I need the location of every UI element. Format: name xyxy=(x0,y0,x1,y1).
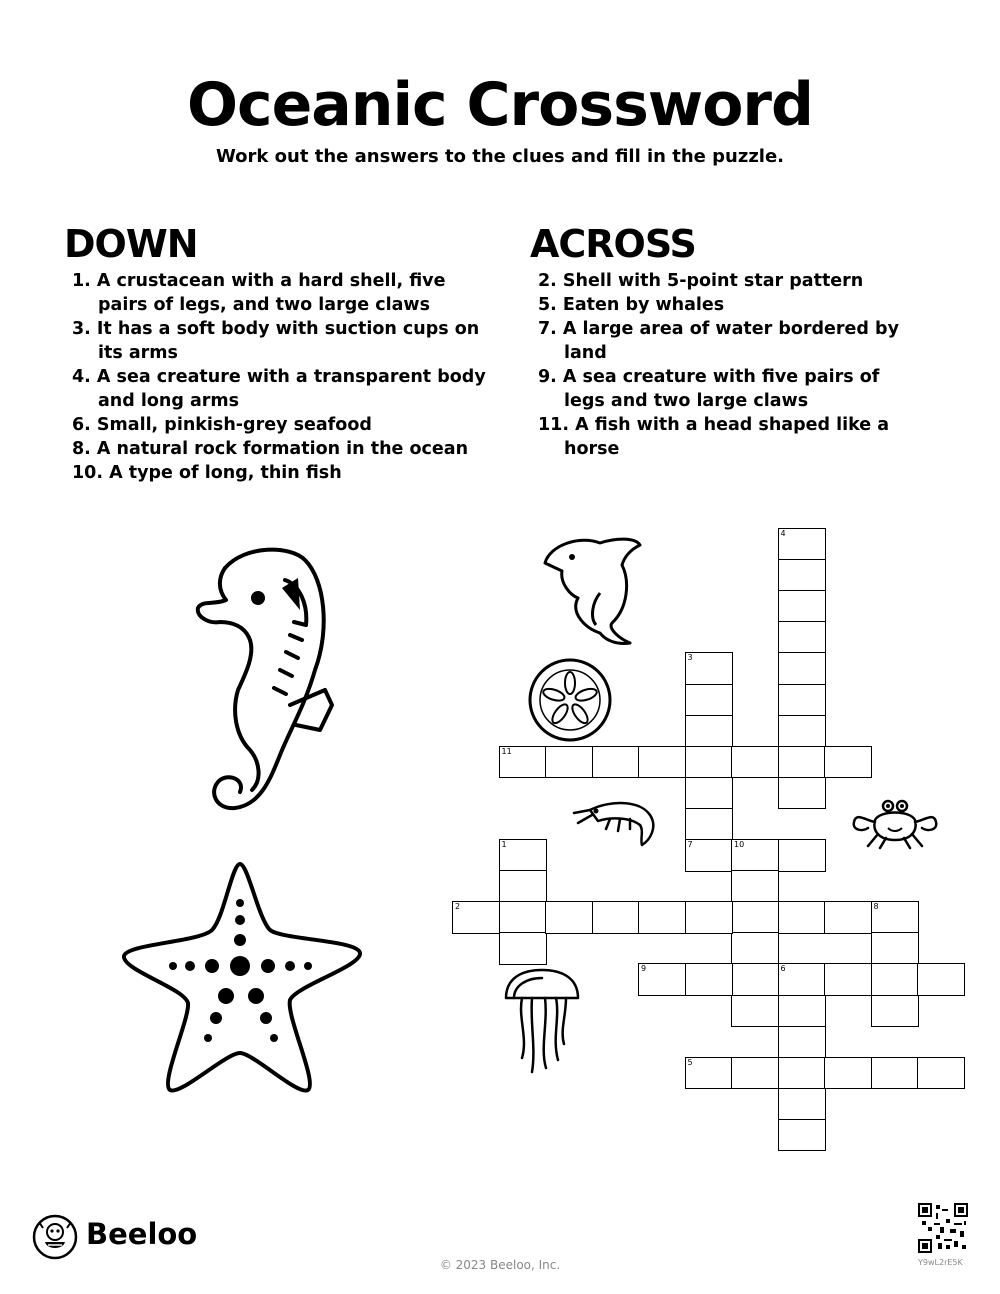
cell-number: 3 xyxy=(687,653,693,663)
bee-logo-icon xyxy=(32,1214,78,1260)
crossword-cell[interactable] xyxy=(778,839,826,872)
cell-number: 1 xyxy=(501,840,507,849)
brand-name: Beeloo xyxy=(86,1217,198,1251)
cell-number: 7 xyxy=(687,840,693,849)
down-clue: 6. Small, pinkish-grey seafood xyxy=(72,415,372,435)
across-clue: 7. A large area of water bordered by land xyxy=(538,319,899,363)
crossword-cell[interactable] xyxy=(778,901,826,934)
qr-code-icon[interactable] xyxy=(918,1203,968,1253)
crossword-cell[interactable] xyxy=(871,901,919,934)
crossword-cell[interactable] xyxy=(731,1057,779,1090)
crossword-cell[interactable] xyxy=(778,559,826,592)
crossword-cell[interactable] xyxy=(499,870,547,903)
crossword-cell[interactable] xyxy=(685,715,733,748)
crossword-cell[interactable] xyxy=(778,528,826,561)
seahorse-icon xyxy=(190,540,340,830)
crossword-cell[interactable] xyxy=(731,839,779,872)
crossword-cell[interactable] xyxy=(545,901,593,934)
across-clue: 2. Shell with 5-point star pattern xyxy=(538,271,864,291)
crossword-cell[interactable] xyxy=(731,870,779,903)
cell-number: 5 xyxy=(687,1057,693,1067)
cell-number: 4 xyxy=(780,529,786,538)
crossword-cell[interactable] xyxy=(778,1088,826,1121)
crossword-cell[interactable] xyxy=(638,901,686,934)
crossword-cell[interactable] xyxy=(824,746,872,779)
crossword-cell[interactable] xyxy=(685,839,733,872)
crossword-cell[interactable] xyxy=(685,963,733,996)
crossword-cell[interactable] xyxy=(871,995,919,1028)
cell-number: 6 xyxy=(780,964,786,974)
crossword-cell[interactable] xyxy=(731,963,779,996)
crossword-cell[interactable] xyxy=(499,932,547,965)
crossword-cell[interactable] xyxy=(871,963,919,996)
jellyfish-icon xyxy=(500,968,585,1078)
crossword-cell[interactable] xyxy=(731,901,779,934)
crossword-cell[interactable] xyxy=(499,901,547,934)
crossword-cell[interactable] xyxy=(685,1057,733,1090)
crossword-cell[interactable] xyxy=(778,621,826,654)
down-clue: 8. A natural rock formation in the ocean xyxy=(72,439,469,459)
crossword-cell[interactable] xyxy=(824,901,872,934)
cell-number: 10 xyxy=(734,840,745,849)
sand-dollar-icon xyxy=(525,655,615,745)
down-clue: 3. It has a soft body with suction cups on its arms xyxy=(72,319,480,363)
crossword-cell[interactable] xyxy=(685,652,733,685)
down-heading: DOWN xyxy=(64,222,198,266)
crossword-cell[interactable] xyxy=(778,590,826,623)
crossword-cell[interactable] xyxy=(685,746,733,779)
crossword-cell[interactable] xyxy=(778,777,826,810)
cell-number: 11 xyxy=(501,746,512,756)
crossword-cell[interactable] xyxy=(871,932,919,965)
crossword-cell[interactable] xyxy=(871,1057,919,1090)
across-heading: ACROSS xyxy=(530,222,696,266)
crossword-cell[interactable] xyxy=(917,1057,965,1090)
crossword-cell[interactable] xyxy=(499,839,547,872)
crossword-cell[interactable] xyxy=(452,901,500,934)
crossword-cell[interactable] xyxy=(824,1057,872,1090)
crossword-cell[interactable] xyxy=(499,746,547,779)
crossword-cell[interactable] xyxy=(592,901,640,934)
across-clue: 11. A fish with a head shaped like a horse xyxy=(538,415,890,459)
crossword-cell[interactable] xyxy=(592,746,640,779)
crossword-cell[interactable] xyxy=(778,995,826,1028)
crossword-cell[interactable] xyxy=(685,901,733,934)
crossword-cell[interactable] xyxy=(778,746,826,779)
cell-number: 8 xyxy=(873,902,879,912)
crossword-cell[interactable] xyxy=(778,1119,826,1152)
crossword-cell[interactable] xyxy=(731,995,779,1028)
crossword-cell[interactable] xyxy=(778,652,826,685)
copyright: © 2023 Beeloo, Inc. xyxy=(439,1258,561,1272)
crossword-cell[interactable] xyxy=(638,963,686,996)
crossword-cell[interactable] xyxy=(778,963,826,996)
crossword-cell[interactable] xyxy=(778,1057,826,1090)
page-title: Oceanic Crossword xyxy=(187,70,813,140)
crossword-cell[interactable] xyxy=(731,932,779,965)
page-subtitle: Work out the answers to the clues and fill in the puzzle. xyxy=(215,146,785,167)
crossword-cell[interactable] xyxy=(778,715,826,748)
crossword-cell[interactable] xyxy=(685,808,733,841)
crossword-cell[interactable] xyxy=(685,777,733,810)
dolphin-icon xyxy=(540,533,645,648)
across-clue: 9. A sea creature with five pairs of legs and two large claws xyxy=(538,367,880,411)
crossword-cell[interactable] xyxy=(917,963,965,996)
down-clue: 4. A sea creature with a transparent body and long arms xyxy=(72,367,486,411)
product-code: Y9wL2rE5K xyxy=(918,1258,963,1267)
crossword-cell[interactable] xyxy=(545,746,593,779)
crossword-cell[interactable] xyxy=(824,963,872,996)
cell-number: 2 xyxy=(455,902,461,912)
crossword-cell[interactable] xyxy=(731,746,779,779)
crossword-cell[interactable] xyxy=(778,1026,826,1059)
crossword-cell[interactable] xyxy=(685,684,733,717)
starfish-icon xyxy=(118,858,368,1098)
crossword-cell[interactable] xyxy=(778,684,826,717)
down-clue: 10. A type of long, thin fish xyxy=(72,463,342,483)
across-clue: 5. Eaten by whales xyxy=(538,295,725,315)
crossword-cell[interactable] xyxy=(638,746,686,779)
shrimp-icon xyxy=(570,795,660,850)
cell-number: 9 xyxy=(641,964,647,974)
crab-icon xyxy=(850,798,940,850)
down-clue: 1. A crustacean with a hard shell, five pairs of legs, and two large claws xyxy=(72,271,446,315)
